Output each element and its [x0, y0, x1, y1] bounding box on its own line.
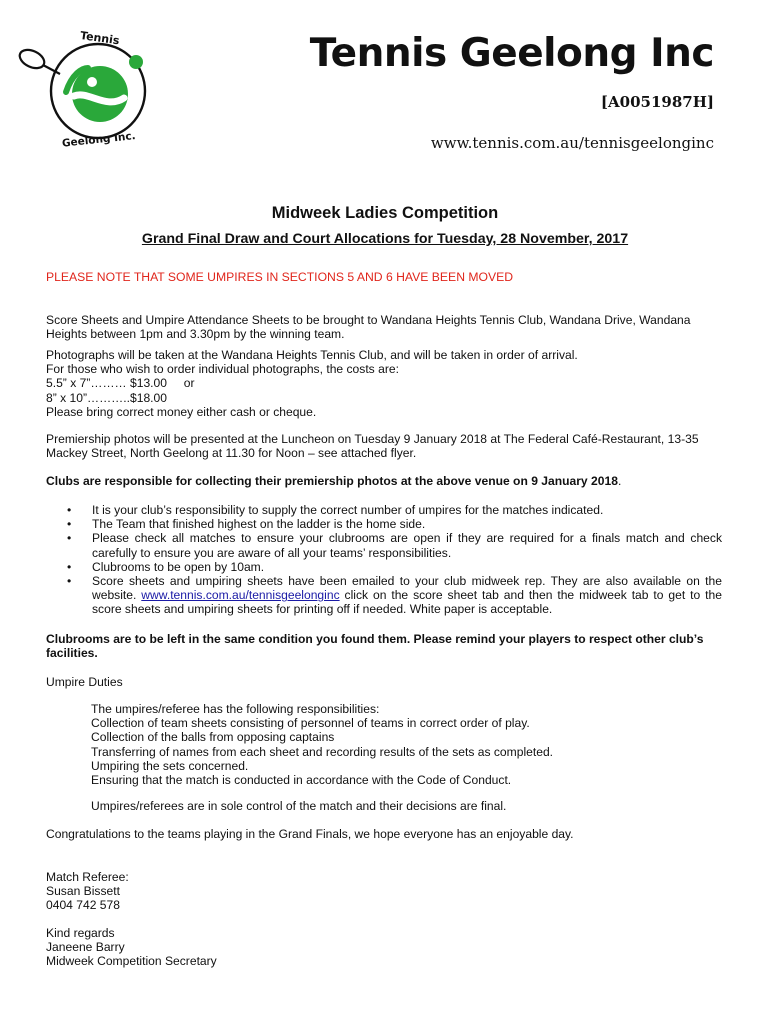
logo-top-text: Tennis — [79, 28, 121, 48]
logo-bottom-text: Geelong Inc. — [61, 130, 137, 150]
last-bullet-after: click on the score sheet tab and then the midweek tab to get to the score sheets and umpiring sheets for printing off if needed. White paper is acceptable. — [92, 588, 722, 617]
last-bullet-before: Score sheets and umpiring sheets have been emailed to your club midweek rep. They are also available on the website. — [92, 574, 722, 603]
signoff-regards: Kind regards — [46, 926, 115, 940]
photographs-paragraph — [46, 348, 720, 419]
organisation-name: Tennis Geelong Inc — [309, 31, 714, 76]
clubrooms-condition-paragraph: Clubrooms are to be left in the same condition you found them. Please remind your players to respect other club’s facilities. — [46, 632, 704, 661]
racket-icon — [17, 46, 60, 74]
duty-line: Transferring of names from each sheet and recording results of the sets as completed. — [91, 744, 554, 759]
umpire-duties-list — [91, 702, 731, 787]
document-subtitle: Grand Final Draw and Court Allocations for Tuesday, 28 November, 2017 — [141, 231, 629, 247]
photos-line: 8” x 10”………..$18.00 — [46, 390, 167, 405]
list-item: • Please check all matches to ensure your clubrooms are open if they are required for a finals match and check carefully to ensure you are aware of all your teams’ responsibilities. — [46, 531, 722, 559]
referee-name: Susan Bissett — [46, 884, 120, 899]
premiership-paragraph: Premiership photos will be presented at the Luncheon on Tuesday 9 January 2018 at The Federal Café-Restaurant, 13-35 Mackey Street, North Geelong at 11.30 for Noon – see attached flyer. — [46, 432, 699, 461]
website-link[interactable]: www.tennis.com.au/tennisgeelonginc — [141, 588, 340, 603]
congratulations-paragraph: Congratulations to the teams playing in the Grand Finals, we hope everyone has an enjoyable day. — [46, 827, 574, 841]
score-sheets-paragraph: Score Sheets and Umpire Attendance Sheets to be brought to Wandana Heights Tennis Club, Wandana Drive, Wandana Heights between 1pm and 3.30pm by the winning team. — [46, 313, 691, 342]
responsibilities-list — [46, 503, 722, 617]
umpire-notice: PLEASE NOTE THAT SOME UMPIRES IN SECTIONS 5 AND 6 HAVE BEEN MOVED — [46, 270, 514, 284]
duty-line: Collection of team sheets consisting of personnel of teams in correct order of play. — [91, 716, 530, 731]
list-item: • The Team that finished highest on the ladder is the home side. — [46, 517, 722, 531]
signoff-name: Janeene Barry — [46, 940, 125, 955]
photos-line: 5.5” x 7”……… $13.00 or — [46, 376, 195, 391]
website-url[interactable]: www.tennis.com.au/tennisgeelonginc — [430, 134, 714, 152]
referee-label: Match Referee: — [46, 870, 129, 884]
duty-line: The umpires/referee has the following responsibilities: — [91, 702, 380, 716]
document-title: Midweek Ladies Competition — [271, 204, 499, 222]
photos-line: For those who wish to order individual photographs, the costs are: — [46, 362, 399, 377]
umpire-control-statement: Umpires/referees are in sole control of the match and their decisions are final. — [91, 799, 507, 813]
signoff-role: Midweek Competition Secretary — [46, 954, 217, 969]
duty-line: Ensuring that the match is conducted in accordance with the Code of Conduct. — [91, 773, 512, 788]
tennis-geelong-logo — [8, 24, 168, 154]
list-item: • Clubrooms to be open by 10am. — [46, 560, 722, 574]
clubs-responsible-text: Clubs are responsible for collecting their premiership photos at the above venue on 9 January 2018 — [46, 474, 618, 488]
duty-line: Collection of the balls from opposing captains — [91, 730, 335, 745]
match-referee-block — [46, 870, 720, 913]
registration-number: [A0051987H] — [600, 93, 714, 111]
duty-line: Umpiring the sets concerned. — [91, 758, 249, 773]
list-item — [46, 574, 722, 617]
umpire-duties-heading: Umpire Duties — [46, 675, 123, 689]
clubs-responsible-end: . — [617, 474, 622, 488]
photos-line: Photographs will be taken at the Wandana Heights Tennis Club, and will be taken in order of arrival. — [46, 348, 578, 362]
signoff-block — [46, 926, 720, 969]
player-figure-icon — [66, 55, 143, 122]
referee-phone: 0404 742 578 — [46, 898, 120, 913]
list-item: • It is your club’s responsibility to supply the correct number of umpires for the matches indicated. — [46, 503, 722, 517]
clubs-responsible-paragraph — [46, 474, 720, 488]
photos-line: Please bring correct money either cash or cheque. — [46, 404, 317, 419]
